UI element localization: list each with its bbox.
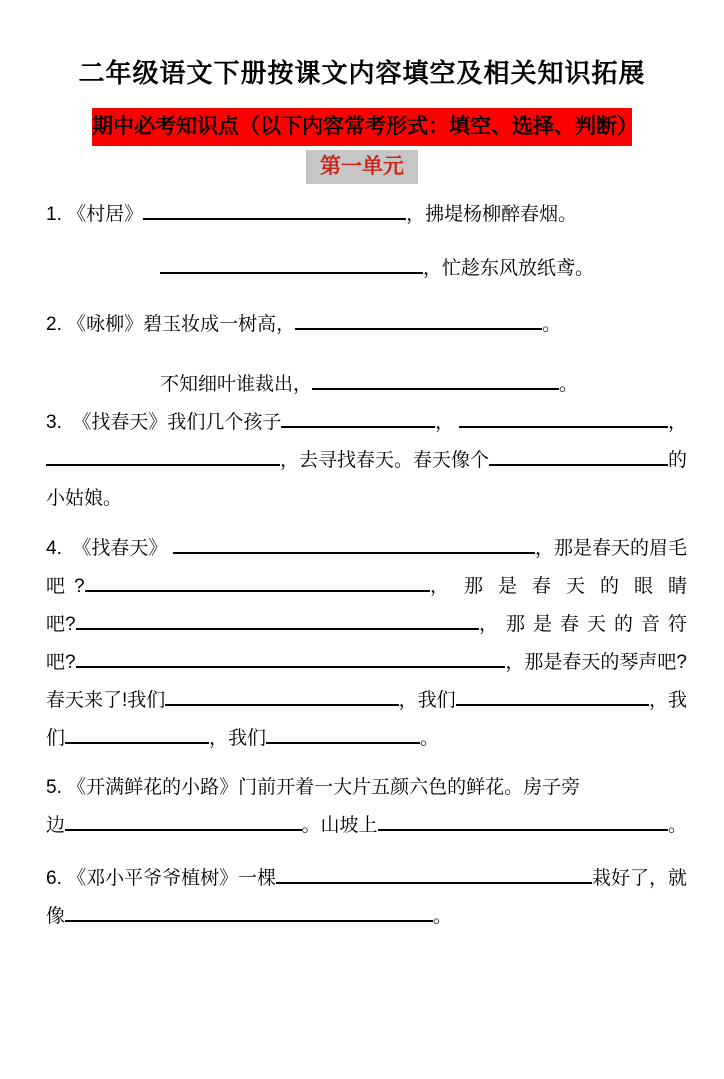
fill-in-blank[interactable] — [378, 809, 668, 831]
line-text: ，拂堤杨柳醉春烟。 — [406, 204, 578, 225]
line-text: 。 — [542, 314, 562, 335]
line-text: 4. 《找春天》 — [46, 538, 173, 559]
fill-in-blank[interactable] — [173, 532, 535, 554]
line-text: 不知细叶谁裁出， — [160, 374, 313, 395]
line-text: 1. 《村居》 — [46, 204, 144, 225]
fill-in-blank[interactable] — [160, 252, 423, 274]
worksheet-line-item3-l3 — [46, 480, 687, 518]
line-text: 的 — [667, 450, 687, 471]
worksheet-line-item4-l1 — [46, 530, 687, 568]
page-title: 二年级语文下册按课文内容填空及相关知识拓展 — [78, 58, 646, 88]
line-text: ，那是春天的眼睛 — [429, 576, 702, 597]
line-text: ， — [435, 412, 460, 433]
line-text: ，那是春天的音符 — [478, 614, 695, 635]
fill-in-blank[interactable] — [266, 722, 420, 744]
line-text: ， — [668, 412, 688, 433]
line-text: ，那是春天的眉毛 — [534, 538, 687, 559]
fill-in-blank[interactable] — [459, 406, 668, 428]
line-text: ，我 — [648, 690, 687, 711]
line-text: ，我们 — [209, 728, 267, 749]
line-text: 2. 《咏柳》碧玉妆成一树高， — [46, 314, 296, 335]
line-text: 6. 《邓小平爷爷植树》一棵 — [46, 868, 277, 889]
fill-in-blank[interactable] — [85, 570, 430, 592]
worksheet-line-item1-l1 — [46, 196, 687, 234]
line-text: 。 — [433, 906, 453, 927]
line-text: 像 — [46, 906, 66, 927]
worksheet-lines — [0, 196, 724, 936]
line-text: 边 — [46, 815, 66, 836]
fill-in-blank[interactable] — [489, 444, 668, 466]
line-text: 吧? — [46, 614, 76, 635]
fill-in-blank[interactable] — [76, 608, 479, 630]
line-text: 。 — [420, 728, 440, 749]
worksheet-line-item5-l1 — [46, 769, 687, 807]
worksheet-line-item2-l2 — [46, 366, 687, 404]
fill-in-blank[interactable] — [76, 646, 506, 668]
fill-in-blank[interactable] — [65, 722, 209, 744]
fill-in-blank[interactable] — [65, 809, 301, 831]
fill-in-blank[interactable] — [46, 444, 280, 466]
fill-in-blank[interactable] — [276, 862, 592, 884]
fill-in-blank[interactable] — [456, 684, 649, 706]
worksheet-line-item1-l2 — [46, 250, 687, 288]
worksheet-line-item4-l3 — [46, 606, 695, 644]
unit-badge-row — [0, 150, 724, 184]
worksheet-line-item3-l1 — [46, 404, 687, 442]
line-text: 们 — [46, 728, 66, 749]
line-text: 吧? — [46, 576, 94, 597]
line-text: 。 — [668, 815, 688, 836]
worksheet-page — [0, 55, 724, 1079]
worksheet-line-item4-l2 — [46, 568, 702, 606]
line-text: 小姑娘。 — [46, 488, 123, 509]
line-text: ，去寻找春天。春天像个 — [279, 450, 489, 471]
line-text: ，我们 — [398, 690, 456, 711]
worksheet-line-item6-l1 — [46, 860, 687, 898]
line-text: 5. 《开满鲜花的小路》门前开着一大片五颜六色的鲜花。房子旁 — [46, 777, 581, 798]
fill-in-blank[interactable] — [281, 406, 435, 428]
line-text: 3. 《找春天》我们几个孩子 — [46, 412, 282, 433]
worksheet-line-item3-l2 — [46, 442, 687, 480]
line-text: 栽好了，就 — [591, 868, 687, 889]
worksheet-line-item5-l2 — [46, 807, 687, 845]
fill-in-blank[interactable] — [312, 368, 559, 390]
worksheet-line-item6-l2 — [46, 898, 687, 936]
worksheet-line-item2-l1 — [46, 306, 687, 344]
fill-in-blank[interactable] — [143, 198, 406, 220]
worksheet-line-item4-l4 — [46, 644, 687, 682]
fill-in-blank[interactable] — [165, 684, 398, 706]
line-text: 。山坡上 — [301, 815, 378, 836]
line-text: 春天来了!我们 — [46, 690, 166, 711]
line-text: ，忙趁东风放纸鸢。 — [423, 258, 595, 279]
fill-in-blank[interactable] — [295, 308, 542, 330]
line-text: ，那是春天的琴声吧? — [505, 652, 687, 673]
fill-in-blank[interactable] — [65, 900, 433, 922]
exam-points-banner: 期中必考知识点（以下内容常考形式：填空、选择、判断） — [92, 108, 632, 146]
line-text: 吧? — [46, 652, 76, 673]
worksheet-line-item4-l6 — [46, 720, 687, 758]
worksheet-line-item4-l5 — [46, 682, 687, 720]
line-text: 。 — [559, 374, 579, 395]
unit-badge: 第一单元 — [306, 150, 418, 184]
